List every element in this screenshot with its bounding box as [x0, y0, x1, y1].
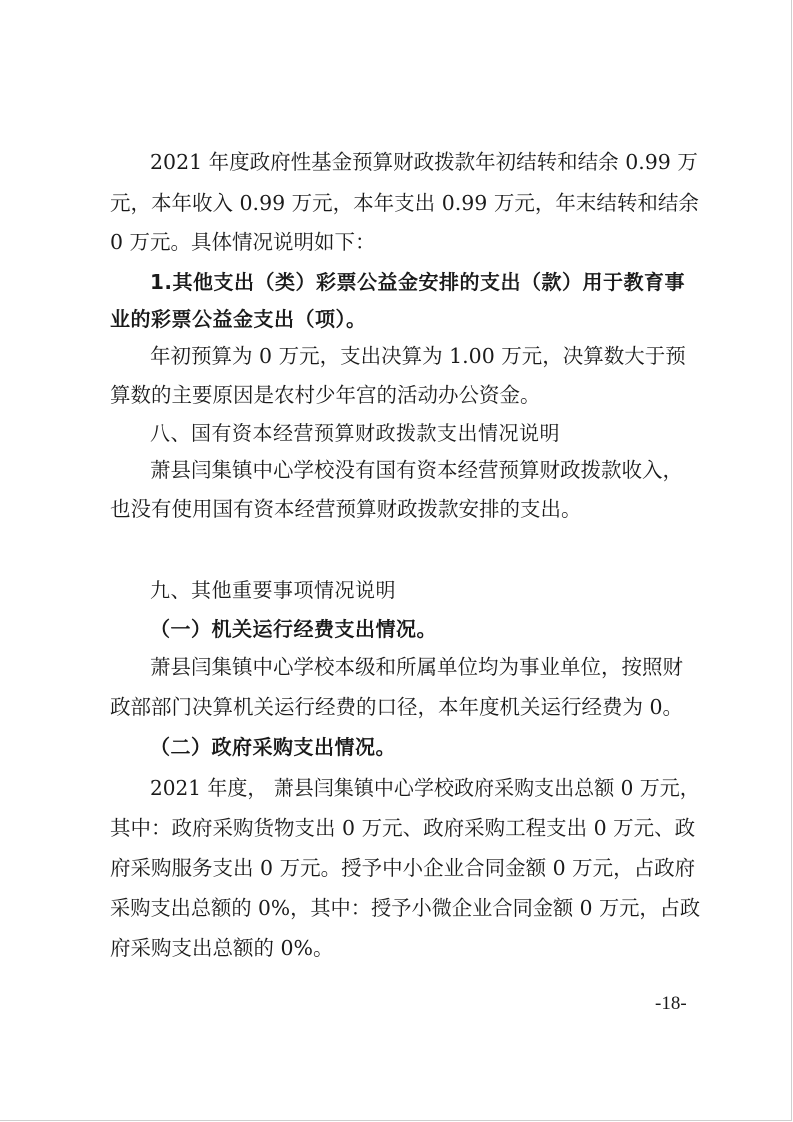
paragraph-line: 2021 年度， 萧县闫集镇中心学校政府采购支出总额 0 万元，	[150, 776, 700, 800]
section-subheading: （一）机关运行经费支出情况。	[150, 617, 437, 641]
section-heading: 八、国有资本经营预算财政拨款支出情况说明	[150, 421, 560, 445]
paragraph-line: 政部部门决算机关运行经费的口径，本年度机关运行经费为 0。	[110, 695, 684, 719]
section-heading: 九、其他重要事项情况说明	[150, 578, 396, 602]
paragraph-line: 0 万元。具体情况说明如下：	[110, 230, 376, 254]
paragraph-line: 萧县闫集镇中心学校没有国有资本经营预算财政拨款收入，	[150, 458, 683, 482]
page-number: -18-	[655, 993, 687, 1014]
paragraph-line: 采购支出总额的 0%，其中：授予小微企业合同金额 0 万元，占政	[110, 896, 701, 920]
paragraph-line: 府采购服务支出 0 万元。授予中小企业合同金额 0 万元，占政府	[110, 856, 696, 880]
paragraph-line: 萧县闫集镇中心学校本级和所属单位均为事业单位，按照财	[150, 655, 683, 679]
paragraph-line: 年初预算为 0 万元，支出决算为 1.00 万元，决算数大于预	[150, 344, 686, 368]
paragraph-line: 2021 年度政府性基金预算财政拨款年初结转和结余 0.99 万	[150, 150, 698, 174]
paragraph-line: 其中：政府采购货物支出 0 万元、政府采购工程支出 0 万元、政	[110, 816, 696, 840]
section-subheading: 业的彩票公益金支出（项）。	[110, 307, 367, 331]
section-subheading: （二）政府采购支出情况。	[150, 735, 396, 759]
section-subheading: 1.其他支出（类）彩票公益金安排的支出（款）用于教育事	[150, 270, 686, 294]
paragraph-line: 也没有使用国有资本经营预算财政拨款安排的支出。	[110, 497, 582, 521]
paragraph-line: 府采购支出总额的 0%。	[110, 936, 334, 960]
paragraph-line: 算数的主要原因是农村少年宫的活动办公资金。	[110, 383, 541, 407]
paragraph-line: 元，本年收入 0.99 万元，本年支出 0.99 万元，年末结转和结余	[110, 191, 699, 215]
